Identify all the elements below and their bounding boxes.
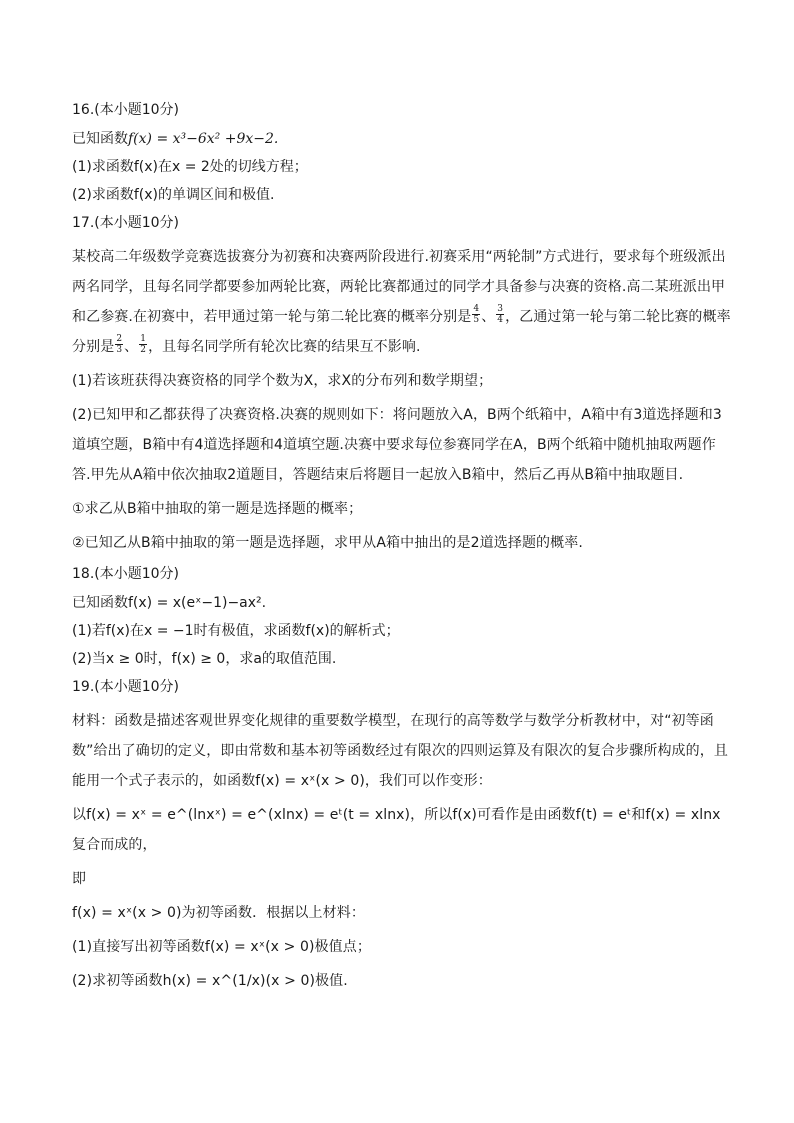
q16-stem-prefix: 已知函数 (72, 131, 128, 147)
q17-prob-yi-round1-num: 2 (116, 333, 123, 344)
q17-sub2: ②已知乙从B箱中抽取的第一题是选择题，求甲从A箱中抽出的是2道选择题的概率. (72, 535, 583, 551)
q17-prob-yi-round2 (139, 334, 147, 355)
q19-part1: (1)直接写出初等函数f(x) = xˣ(x > 0)极值点； (72, 939, 371, 955)
q17-prob-jia-round1-den: 5 (473, 314, 480, 325)
q19-conclusion: f(x) = xˣ(x > 0)为初等函数．根据以上材料： (72, 905, 365, 921)
q17-prob-jia-round2 (496, 304, 504, 325)
q17-header: 17.(本小题10分) (72, 215, 180, 231)
question-17 (72, 213, 732, 558)
q16-stem (72, 129, 732, 149)
q19-transform: 以f(x) = xˣ = e^(lnxˣ) = e^(xlnx) = eᵗ(t = xlnx)，所以f(x)可看作是由函数f(t) = eᵗ和f(x) = xlnx复合而成的， (72, 807, 721, 853)
q17-prob-jia-round2-den: 4 (497, 314, 504, 325)
q17-sep-2: 、 (124, 339, 139, 355)
q18-part2: (2)当x ≥ 0时，f(x) ≥ 0，求a的取值范围. (72, 651, 337, 667)
q17-prob-yi-round2-den: 2 (140, 344, 147, 355)
q17-part1: (1)若该班获得决赛资格的同学个数为X，求X的分布列和数学期望； (72, 373, 493, 389)
q17-prob-yi-round1-den: 3 (116, 344, 123, 355)
q17-prob-yi-round1 (115, 334, 123, 355)
q17-part2: (2)已知甲和乙都获得了决赛资格.决赛的规则如下：将问题放入A，B两个纸箱中，A箱中有3道选择题和3道填空题，B箱中有4道选择题和4道填空题.决赛中要求每位参赛同学在A，B两个纸箱中随机抽取两题作答.甲先从A箱中依次抽取2道题目，答题结束后将题目一起放入B箱中，然后乙再从B箱中抽取题目. (72, 407, 722, 483)
q17-prob-yi-round2-num: 1 (140, 333, 147, 344)
q19-ji: 即 (72, 871, 87, 887)
q18-header: 18.(本小题10分) (72, 566, 180, 582)
q19-material: 材料：函数是描述客观世界变化规律的重要数学模型，在现行的高等数学与数学分析教材中，对“初等函数”给出了确切的定义，即由常数和基本初等函数经过有限次的四则运算及有限次的复合步骤所构成的，且能用一个式子表示的，如函数f(x) = xˣ(x > 0)，我们可以作变形： (72, 713, 728, 789)
q17-sep-1: 、 (481, 309, 496, 325)
exam-page (72, 100, 732, 1000)
q16-function: f(x) = x³−6x² +9x−2. (128, 131, 279, 147)
q19-part2: (2)求初等函数h(x) = x^(1/x)(x > 0)极值. (72, 973, 348, 989)
q17-sub1: ①求乙从B箱中抽取的第一题是选择题的概率； (72, 501, 363, 517)
question-16 (72, 100, 732, 205)
q16-part1: (1)求函数f(x)在x = 2处的切线方程； (72, 159, 308, 175)
q17-prob-jia-round1 (472, 304, 480, 325)
q16-part2: (2)求函数f(x)的单调区间和极值. (72, 187, 275, 203)
question-18 (72, 564, 732, 669)
q17-prob-jia-round2-num: 3 (497, 303, 504, 314)
q17-prob-jia-round1-num: 4 (473, 303, 480, 314)
q17-intro-c: ，且每名同学所有轮次比赛的结果互不影响. (148, 339, 421, 355)
q18-part1: (1)若f(x)在x = −1时有极值，求函数f(x)的解析式； (72, 623, 400, 639)
q18-stem: 已知函数f(x) = x(eˣ−1)−ax². (72, 595, 267, 611)
q19-header: 19.(本小题10分) (72, 679, 180, 695)
question-19 (72, 677, 732, 996)
q17-intro (72, 242, 732, 362)
q17-intro-a: 某校高二年级数学竞赛选拔赛分为初赛和决赛两阶段进行.初赛采用“两轮制”方式进行，要求每个班级派出两名同学，且每名同学都要参加两轮比赛，两轮比赛都通过的同学才具备参与决赛的资格.高二某班派出甲和乙参赛.在初赛中，若甲通过第一轮与第二轮比赛的概率分别是 (72, 249, 726, 325)
q16-header: 16.(本小题10分) (72, 102, 180, 118)
q17-intro-b: ，乙通过第一轮与第二轮比赛的概率分别是 (72, 309, 731, 355)
